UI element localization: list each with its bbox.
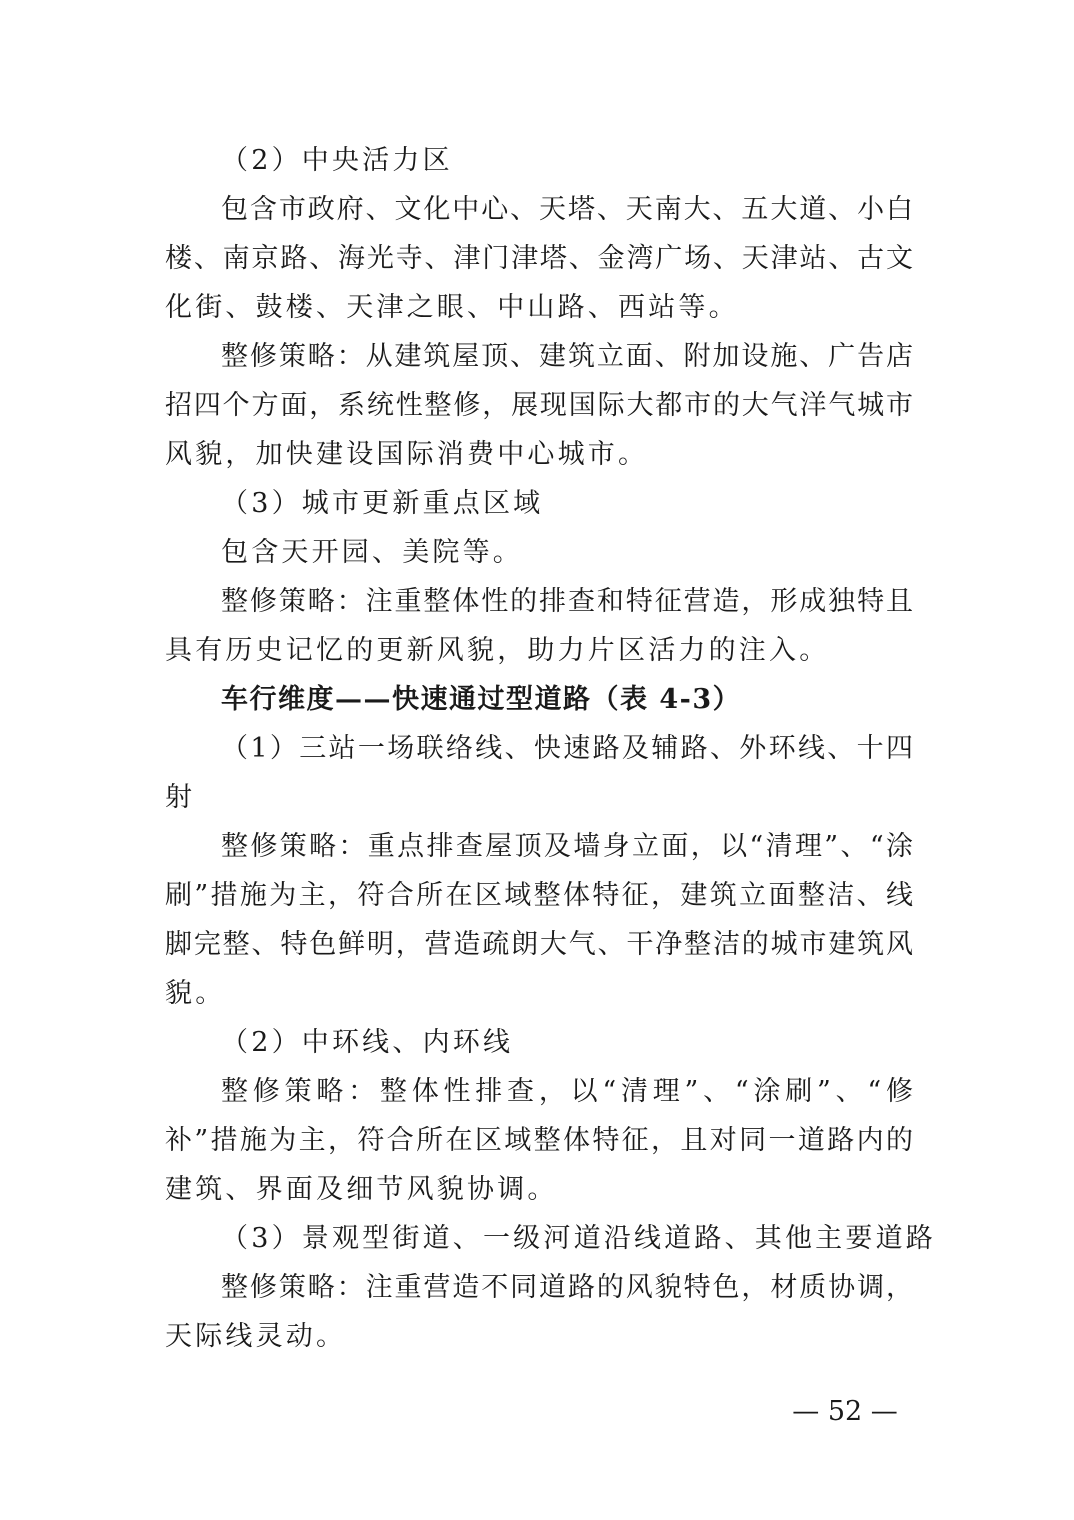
subsection-heading-urban-renewal-area: （3）城市更新重点区域 <box>221 488 544 519</box>
paragraph-line: 楼、南京路、海光寺、津门津塔、金湾广场、天津站、古文 <box>165 243 913 274</box>
paragraph-line: 具有历史记忆的更新风貌，助力片区活力的注入。 <box>165 635 830 666</box>
body-text <box>165 136 936 1361</box>
paragraph-line: 脚完整、特色鲜明，营造疏朗大气、干净整洁的城市建筑风 <box>165 929 913 960</box>
paragraph-line: 风貌，加快建设国际消费中心城市。 <box>165 439 649 470</box>
paragraph-line: 貌。 <box>165 978 226 1009</box>
subsection-heading-central-vitality-area: （2）中央活力区 <box>221 145 453 176</box>
paragraph-line: 整修策略：注重营造不同道路的风貌特色，材质协调， <box>221 1272 913 1303</box>
paragraph-line: 包含市政府、文化中心、天塔、天南大、五大道、小白 <box>221 194 913 225</box>
subsection-heading-ring-roads: （2）中环线、内环线 <box>221 1027 514 1058</box>
paragraph-line: 整修策略：从建筑屋顶、建筑立面、附加设施、广告店 <box>221 341 913 372</box>
subsection-heading-expressways: （1）三站一场联络线、快速路及辅路、外环线、十四 <box>221 733 913 764</box>
paragraph-line: 建筑、界面及细节风貌协调。 <box>165 1174 558 1205</box>
paragraph-line: 刷”措施为主，符合所在区域整体特征，建筑立面整洁、线 <box>165 880 913 911</box>
paragraph-line: 整修策略：整体性排查，以“清理”、“涂刷”、“修 <box>221 1076 913 1107</box>
paragraph-line: 招四个方面，系统性整修，展现国际大都市的大气洋气城市 <box>165 390 913 421</box>
paragraph-line: 化街、鼓楼、天津之眼、中山路、西站等。 <box>165 292 739 323</box>
page-number: — 52 — <box>792 1396 898 1427</box>
paragraph-line: 天际线灵动。 <box>165 1321 347 1352</box>
paragraph-line: 射 <box>165 782 196 813</box>
paragraph-line: 补”措施为主，符合所在区域整体特征，且对同一道路内的 <box>165 1125 913 1156</box>
paragraph-line: 包含天开园、美院等。 <box>221 537 523 568</box>
paragraph-line: 整修策略：重点排查屋顶及墙身立面，以“清理”、“涂 <box>221 831 913 862</box>
subsection-heading-landscape-streets: （3）景观型街道、一级河道沿线道路、其他主要道路 <box>221 1223 936 1254</box>
paragraph-line: 整修策略：注重整体性的排查和特征营造，形成独特且 <box>221 586 913 617</box>
section-heading-vehicle-dimension: 车行维度——快速通过型道路（表 4-3） <box>221 684 742 715</box>
